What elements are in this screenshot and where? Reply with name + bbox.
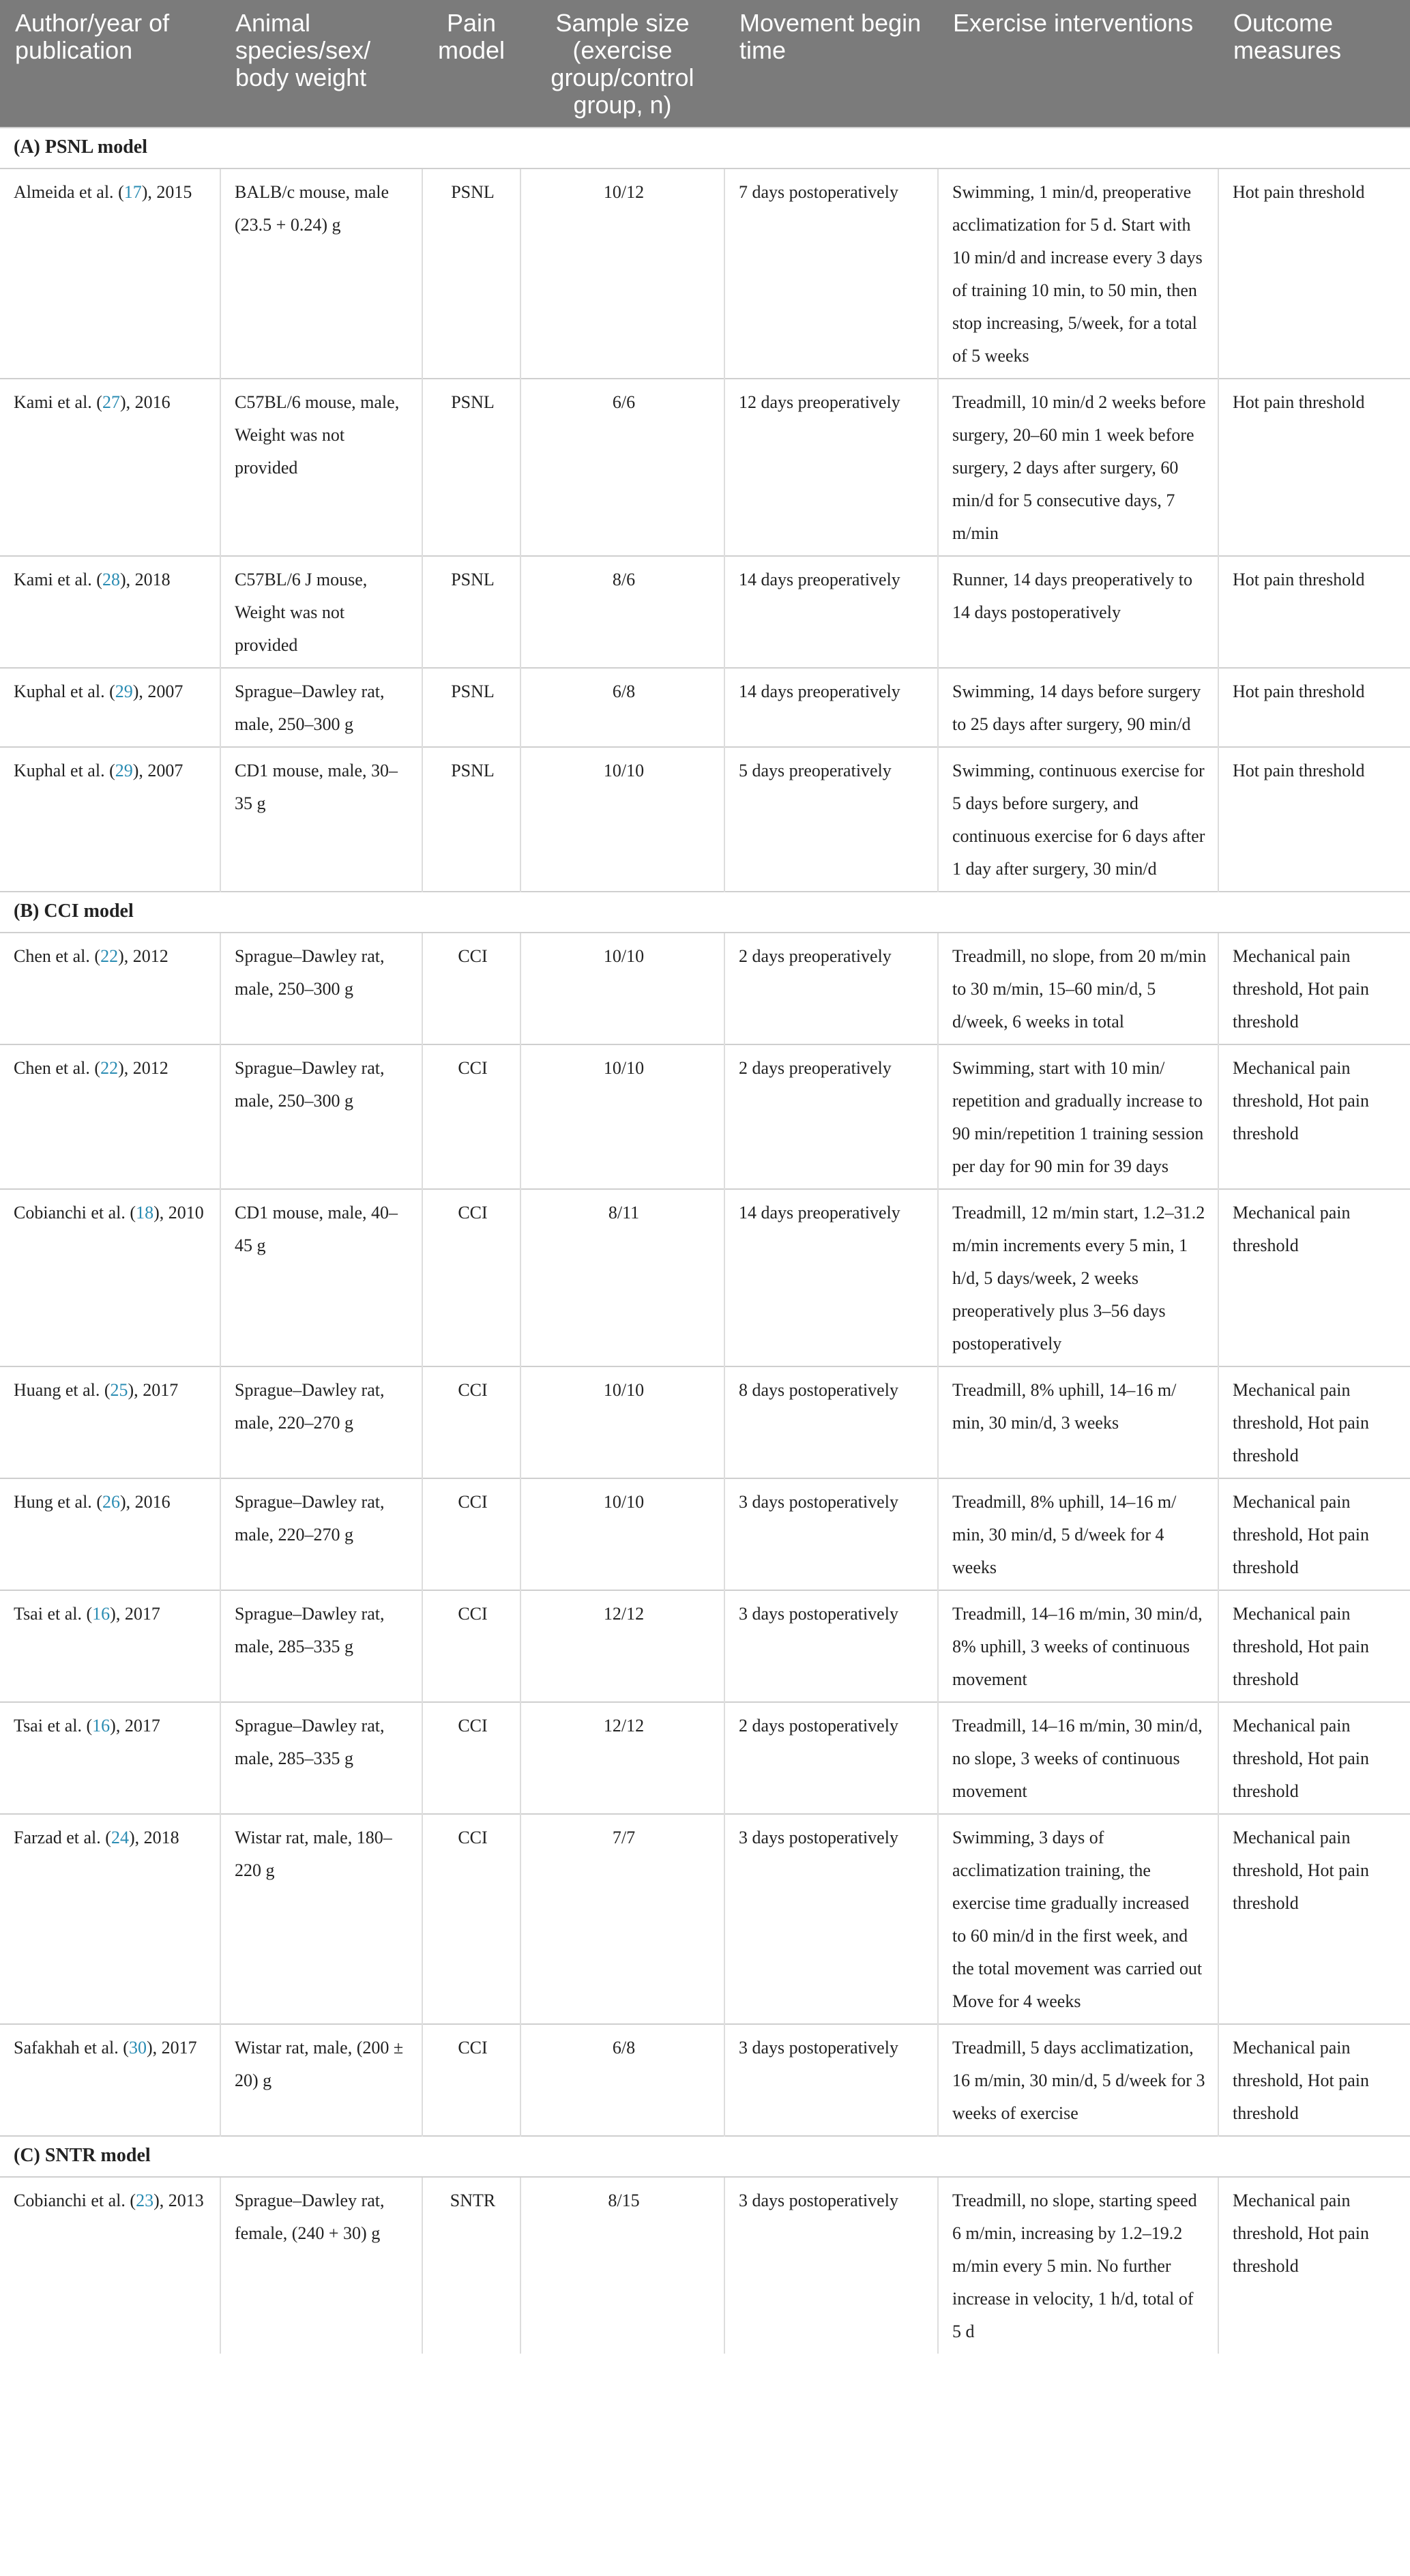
cell-outcome: Hot pain threshold: [1218, 379, 1410, 556]
section-row: [0, 2136, 1410, 2177]
cell-outcome: Mechanical pain threshold, Hot pain threshold: [1218, 1590, 1410, 1702]
reference-link[interactable]: 18: [136, 1203, 154, 1223]
publication-year: 2016: [134, 392, 171, 412]
cell-sample-size: 10/10: [520, 1044, 724, 1189]
cell-exercise: Treadmill, no slope, from 20 m/min to 30 m/min, 15–60 min/d, 5 d/week, 6 weeks in total: [938, 933, 1218, 1044]
cell-exercise: Treadmill, 8% uphill, 14–16 m/ min, 30 min/d, 3 weeks: [938, 1366, 1218, 1478]
cell-begin-time: 2 days preoperatively: [724, 1044, 938, 1189]
cell-pain-model: CCI: [422, 1366, 520, 1478]
author-name: Tsai et al.: [14, 1604, 82, 1624]
publication-year: 2015: [156, 182, 192, 202]
cell-animal: BALB/c mouse, male (23.5 + 0.24) g: [220, 169, 422, 379]
cell-sample-size: 12/12: [520, 1702, 724, 1814]
cell-sample-size: 10/12: [520, 169, 724, 379]
cell-pain-model: PSNL: [422, 556, 520, 668]
cell-begin-time: 7 days postoperatively: [724, 169, 938, 379]
cell-sample-size: 6/6: [520, 379, 724, 556]
cell-begin-time: 14 days preoperatively: [724, 556, 938, 668]
author-name: Farzad et al.: [14, 1828, 101, 1847]
cell-animal: C57BL/6 mouse, male, Weight was not provided: [220, 379, 422, 556]
cell-begin-time: 14 days preoperatively: [724, 668, 938, 747]
cell-author: Kami et al. (27), 2016: [0, 379, 220, 556]
cell-begin-time: 12 days preoperatively: [724, 379, 938, 556]
header-outcome: Outcome measures: [1218, 0, 1410, 128]
cell-exercise: Swimming, 1 min/d, preoperative acclimatization for 5 d. Start with 10 min/d and increase every 3 days of training 10 min, to 50 min, then stop increasing, 5/week, for a total of 5 weeks: [938, 169, 1218, 379]
reference-link[interactable]: 16: [92, 1604, 111, 1624]
reference-link[interactable]: 29: [115, 682, 133, 701]
table-row: [0, 1189, 1410, 1366]
cell-outcome: Hot pain threshold: [1218, 556, 1410, 668]
author-name: Kami et al.: [14, 570, 92, 589]
cell-pain-model: CCI: [422, 2024, 520, 2136]
table-row: [0, 668, 1410, 747]
section-row: [0, 892, 1410, 933]
publication-year: 2017: [124, 1604, 160, 1624]
cell-pain-model: PSNL: [422, 379, 520, 556]
reference-link[interactable]: 24: [111, 1828, 129, 1847]
cell-sample-size: 10/10: [520, 1366, 724, 1478]
cell-animal: Sprague–Dawley rat, male, 220–270 g: [220, 1478, 422, 1590]
author-name: Kuphal et al.: [14, 682, 105, 701]
reference-link[interactable]: 27: [102, 392, 120, 412]
table-row: [0, 1590, 1410, 1702]
cell-author: Huang et al. (25), 2017: [0, 1366, 220, 1478]
cell-pain-model: CCI: [422, 1478, 520, 1590]
publication-year: 2007: [147, 682, 183, 701]
cell-outcome: Mechanical pain threshold, Hot pain threshold: [1218, 1366, 1410, 1478]
table-row: [0, 1044, 1410, 1189]
cell-exercise: Treadmill, no slope, starting speed 6 m/min, increasing by 1.2–19.2 m/min every 5 min. No further increase in velocity, 1 h/d, total of 5 d: [938, 2177, 1218, 2354]
cell-author: Kami et al. (28), 2018: [0, 556, 220, 668]
cell-animal: Wistar rat, male, (200 ± 20) g: [220, 2024, 422, 2136]
table-row: [0, 2177, 1410, 2354]
cell-sample-size: 12/12: [520, 1590, 724, 1702]
author-name: Safakhah et al.: [14, 2038, 119, 2058]
cell-begin-time: 8 days postoperatively: [724, 1366, 938, 1478]
author-name: Almeida et al.: [14, 182, 114, 202]
header-row: [0, 0, 1410, 128]
cell-exercise: Treadmill, 10 min/d 2 weeks before surgery, 20–60 min 1 week before surgery, 2 days after surgery, 60 min/d for 5 consecutive days, 7 m/min: [938, 379, 1218, 556]
table-row: [0, 933, 1410, 1044]
table-row: [0, 1702, 1410, 1814]
cell-pain-model: PSNL: [422, 169, 520, 379]
section-title: (A) PSNL model: [0, 128, 1410, 169]
cell-begin-time: 3 days postoperatively: [724, 1478, 938, 1590]
author-name: Kami et al.: [14, 392, 92, 412]
publication-year: 2013: [168, 2191, 204, 2210]
author-name: Kuphal et al.: [14, 761, 105, 780]
reference-link[interactable]: 28: [102, 570, 120, 589]
publication-year: 2018: [134, 570, 171, 589]
cell-begin-time: 3 days postoperatively: [724, 1814, 938, 2024]
cell-author: Tsai et al. (16), 2017: [0, 1702, 220, 1814]
cell-animal: C57BL/6 J mouse, Weight was not provided: [220, 556, 422, 668]
publication-year: 2017: [161, 2038, 197, 2058]
cell-pain-model: CCI: [422, 1702, 520, 1814]
cell-outcome: Hot pain threshold: [1218, 169, 1410, 379]
cell-exercise: Treadmill, 12 m/min start, 1.2–31.2 m/min increments every 5 min, 1 h/d, 5 days/week, 2 weeks preoperatively plus 3–56 days postoperatively: [938, 1189, 1218, 1366]
cell-sample-size: 8/11: [520, 1189, 724, 1366]
header-begin-time: Movement begin time: [724, 0, 938, 128]
cell-author: Tsai et al. (16), 2017: [0, 1590, 220, 1702]
cell-pain-model: CCI: [422, 1814, 520, 2024]
cell-outcome: Mechanical pain threshold, Hot pain threshold: [1218, 1044, 1410, 1189]
cell-exercise: Swimming, start with 10 min/ repetition and gradually increase to 90 min/repetition 1 training session per day for 90 min for 39 days: [938, 1044, 1218, 1189]
cell-outcome: Mechanical pain threshold, Hot pain threshold: [1218, 1702, 1410, 1814]
header-author: Author/year of publication: [0, 0, 220, 128]
reference-link[interactable]: 23: [136, 2191, 154, 2210]
cell-sample-size: 10/10: [520, 933, 724, 1044]
cell-exercise: Treadmill, 5 days acclimatization, 16 m/min, 30 min/d, 5 d/week for 3 weeks of exercise: [938, 2024, 1218, 2136]
reference-link[interactable]: 16: [92, 1716, 111, 1736]
table-row: [0, 169, 1410, 379]
cell-sample-size: 10/10: [520, 747, 724, 892]
cell-outcome: Mechanical pain threshold, Hot pain threshold: [1218, 2177, 1410, 2354]
cell-animal: Sprague–Dawley rat, male, 250–300 g: [220, 933, 422, 1044]
cell-sample-size: 7/7: [520, 1814, 724, 2024]
cell-animal: Sprague–Dawley rat, male, 285–335 g: [220, 1702, 422, 1814]
author-name: Hung et al.: [14, 1492, 92, 1512]
reference-link[interactable]: 30: [128, 2038, 147, 2058]
cell-exercise: Swimming, 3 days of acclimatization training, the exercise time gradually increased to 60 min/d in the first week, and the total movement was carried out Move for 4 weeks: [938, 1814, 1218, 2024]
table-row: [0, 556, 1410, 668]
cell-author: Farzad et al. (24), 2018: [0, 1814, 220, 2024]
table-row: [0, 379, 1410, 556]
cell-author: Chen et al. (22), 2012: [0, 1044, 220, 1189]
author-name: Huang et al.: [14, 1380, 100, 1400]
cell-outcome: Hot pain threshold: [1218, 747, 1410, 892]
reference-link[interactable]: 22: [100, 946, 119, 966]
cell-outcome: Mechanical pain threshold, Hot pain threshold: [1218, 933, 1410, 1044]
author-name: Chen et al.: [14, 946, 90, 966]
reference-link[interactable]: 26: [102, 1492, 120, 1512]
author-name: Chen et al.: [14, 1058, 90, 1078]
cell-outcome: Mechanical pain threshold, Hot pain threshold: [1218, 1814, 1410, 2024]
cell-begin-time: 14 days preoperatively: [724, 1189, 938, 1366]
cell-animal: Sprague–Dawley rat, male, 250–300 g: [220, 668, 422, 747]
cell-author: Kuphal et al. (29), 2007: [0, 668, 220, 747]
cell-sample-size: 6/8: [520, 668, 724, 747]
cell-author: Chen et al. (22), 2012: [0, 933, 220, 1044]
header-sample-size: Sample size (exercise group/control group, n): [520, 0, 724, 128]
cell-exercise: Treadmill, 14–16 m/min, 30 min/d, no slope, 3 weeks of continuous movement: [938, 1702, 1218, 1814]
cell-pain-model: CCI: [422, 1189, 520, 1366]
cell-sample-size: 8/15: [520, 2177, 724, 2354]
cell-author: Safakhah et al. (30), 2017: [0, 2024, 220, 2136]
reference-link[interactable]: 22: [100, 1058, 119, 1078]
cell-pain-model: CCI: [422, 933, 520, 1044]
publication-year: 2017: [124, 1716, 160, 1736]
cell-author: Kuphal et al. (29), 2007: [0, 747, 220, 892]
header-exercise: Exercise interventions: [938, 0, 1218, 128]
author-name: Cobianchi et al.: [14, 2191, 126, 2210]
cell-animal: CD1 mouse, male, 40–45 g: [220, 1189, 422, 1366]
table-row: [0, 1366, 1410, 1478]
cell-animal: Sprague–Dawley rat, male, 220–270 g: [220, 1366, 422, 1478]
cell-outcome: Mechanical pain threshold: [1218, 1189, 1410, 1366]
cell-begin-time: 3 days postoperatively: [724, 2024, 938, 2136]
reference-link[interactable]: 29: [115, 761, 133, 780]
cell-animal: Wistar rat, male, 180–220 g: [220, 1814, 422, 2024]
cell-exercise: Treadmill, 8% uphill, 14–16 m/ min, 30 min/d, 5 d/week for 4 weeks: [938, 1478, 1218, 1590]
section-title: (B) CCI model: [0, 892, 1410, 933]
cell-sample-size: 6/8: [520, 2024, 724, 2136]
table-row: [0, 1478, 1410, 1590]
table-row: [0, 1814, 1410, 2024]
publication-year: 2010: [168, 1203, 204, 1223]
cell-author: Cobianchi et al. (18), 2010: [0, 1189, 220, 1366]
cell-outcome: Mechanical pain threshold, Hot pain threshold: [1218, 1478, 1410, 1590]
header-pain-model: Pain model: [422, 0, 520, 128]
publication-year: 2012: [132, 946, 168, 966]
cell-begin-time: 5 days preoperatively: [724, 747, 938, 892]
cell-animal: Sprague–Dawley rat, male, 250–300 g: [220, 1044, 422, 1189]
author-name: Cobianchi et al.: [14, 1203, 126, 1223]
cell-pain-model: CCI: [422, 1044, 520, 1189]
cell-author: Cobianchi et al. (23), 2013: [0, 2177, 220, 2354]
cell-outcome: Hot pain threshold: [1218, 668, 1410, 747]
publication-year: 2012: [132, 1058, 168, 1078]
cell-animal: Sprague–Dawley rat, female, (240 + 30) g: [220, 2177, 422, 2354]
section-title: (C) SNTR model: [0, 2136, 1410, 2177]
cell-exercise: Runner, 14 days preoperatively to 14 days postoperatively: [938, 556, 1218, 668]
cell-pain-model: PSNL: [422, 747, 520, 892]
author-name: Tsai et al.: [14, 1716, 82, 1736]
cell-author: Almeida et al. (17), 2015: [0, 169, 220, 379]
cell-exercise: Swimming, continuous exercise for 5 days before surgery, and continuous exercise for 6 days after 1 day after surgery, 30 min/d: [938, 747, 1218, 892]
cell-animal: CD1 mouse, male, 30–35 g: [220, 747, 422, 892]
publication-year: 2017: [143, 1380, 179, 1400]
publication-year: 2016: [134, 1492, 171, 1512]
cell-pain-model: PSNL: [422, 668, 520, 747]
table-row: [0, 747, 1410, 892]
cell-begin-time: 3 days postoperatively: [724, 1590, 938, 1702]
cell-begin-time: 3 days postoperatively: [724, 2177, 938, 2354]
cell-exercise: Swimming, 14 days before surgery to 25 days after surgery, 90 min/d: [938, 668, 1218, 747]
header-animal: Animal species/sex/ body weight: [220, 0, 422, 128]
publication-year: 2007: [147, 761, 183, 780]
section-row: [0, 128, 1410, 169]
cell-begin-time: 2 days postoperatively: [724, 1702, 938, 1814]
cell-animal: Sprague–Dawley rat, male, 285–335 g: [220, 1590, 422, 1702]
reference-link[interactable]: 17: [123, 182, 142, 202]
cell-pain-model: SNTR: [422, 2177, 520, 2354]
cell-exercise: Treadmill, 14–16 m/min, 30 min/d, 8% uphill, 3 weeks of continuous movement: [938, 1590, 1218, 1702]
table-row: [0, 2024, 1410, 2136]
reference-link[interactable]: 25: [110, 1380, 128, 1400]
cell-outcome: Mechanical pain threshold, Hot pain threshold: [1218, 2024, 1410, 2136]
publication-year: 2018: [143, 1828, 179, 1847]
cell-sample-size: 8/6: [520, 556, 724, 668]
cell-author: Hung et al. (26), 2016: [0, 1478, 220, 1590]
cell-pain-model: CCI: [422, 1590, 520, 1702]
cell-sample-size: 10/10: [520, 1478, 724, 1590]
cell-begin-time: 2 days preoperatively: [724, 933, 938, 1044]
